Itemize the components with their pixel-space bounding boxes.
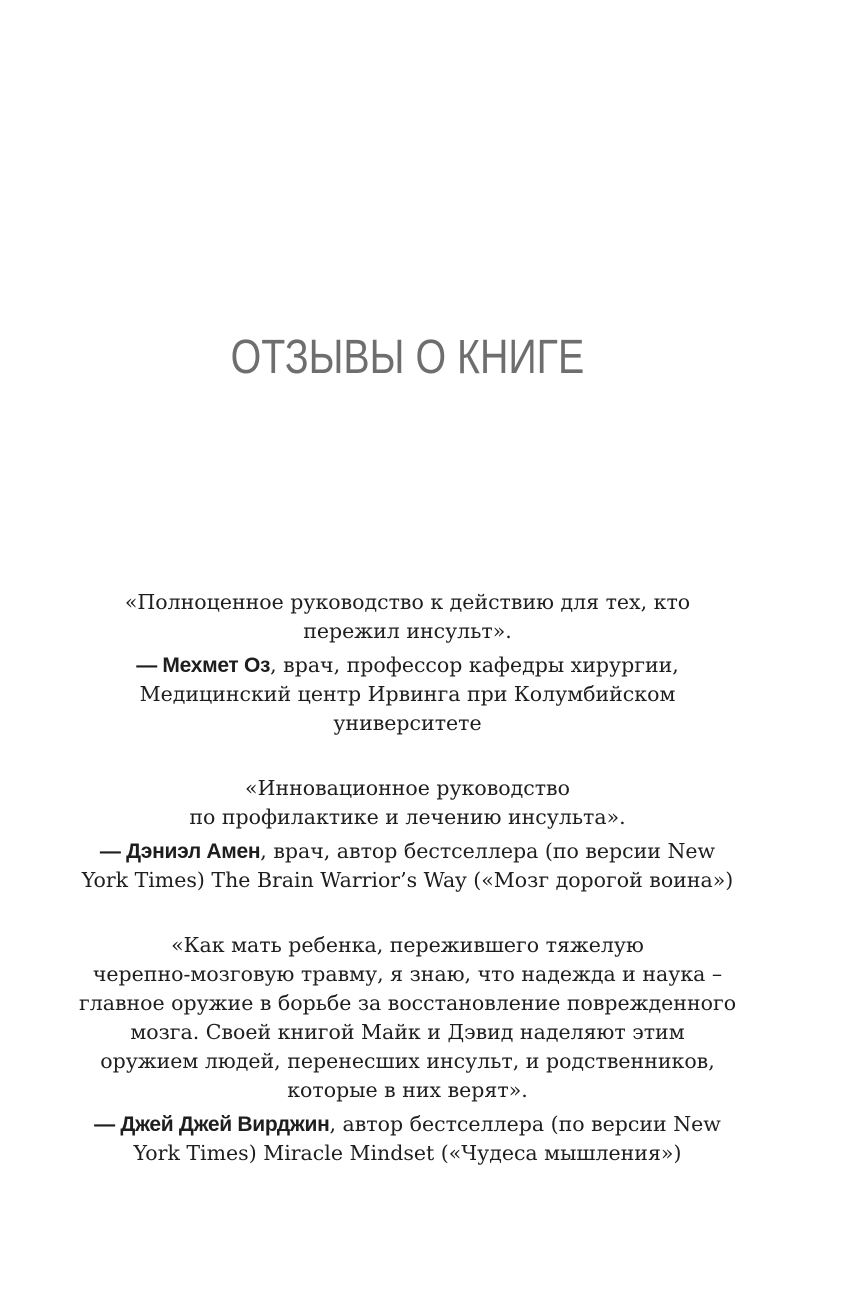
page-title: ОТЗЫВЫ О КНИГЕ (230, 331, 585, 384)
review-1 (70, 588, 745, 738)
attribution-line: York Times) Miracle Mindset («Чудеса мышления») (133, 1141, 682, 1165)
review-author: — Мехмет Оз (136, 654, 271, 677)
quote-line: пережил инсульт». (303, 619, 512, 643)
quote-line: по профилактике и лечению инсульта». (189, 805, 626, 829)
attribution-line: York Times) The Brain Warrior’s Way («Мозг дорогой воина») (81, 868, 734, 892)
review-quote (70, 588, 745, 646)
review-attribution (70, 1110, 745, 1168)
quote-line: «Как мать ребенка, пережившего тяжелую (171, 933, 644, 957)
quote-line: черепно-мозговую травму, я знаю, что надежда и наука – (92, 962, 723, 986)
review-2 (70, 774, 745, 895)
attribution-line: , врач, автор бестселлера (по версии New (260, 839, 716, 863)
attribution-line: Медицинский центр Ирвинга при Колумбийском (139, 682, 676, 706)
quote-line: которые в них верят». (287, 1078, 528, 1102)
quote-line: главное оружие в борьбе за восстановление поврежденного (78, 991, 737, 1015)
review-quote (70, 774, 745, 832)
review-attribution (70, 651, 745, 738)
reviews-section (70, 588, 745, 1204)
quote-line: «Инновационное руководство (245, 776, 570, 800)
quote-line: оружием людей, перенесших инсульт, и родственников, (100, 1049, 715, 1073)
attribution-line: , врач, профессор кафедры хирургии, (270, 653, 679, 677)
attribution-line: , автор бестселлера (по версии New (329, 1112, 721, 1136)
review-author: — Джей Джей Вирджин (94, 1113, 330, 1136)
attribution-line: университете (333, 711, 482, 735)
review-author: — Дэниэл Амен (99, 840, 261, 863)
quote-line: «Полноценное руководство к действию для тех, кто (124, 590, 691, 614)
review-3 (70, 931, 745, 1168)
quote-line: мозга. Своей книгой Майк и Дэвид наделяют этим (130, 1020, 685, 1044)
review-attribution (70, 837, 745, 895)
review-quote (70, 931, 745, 1105)
